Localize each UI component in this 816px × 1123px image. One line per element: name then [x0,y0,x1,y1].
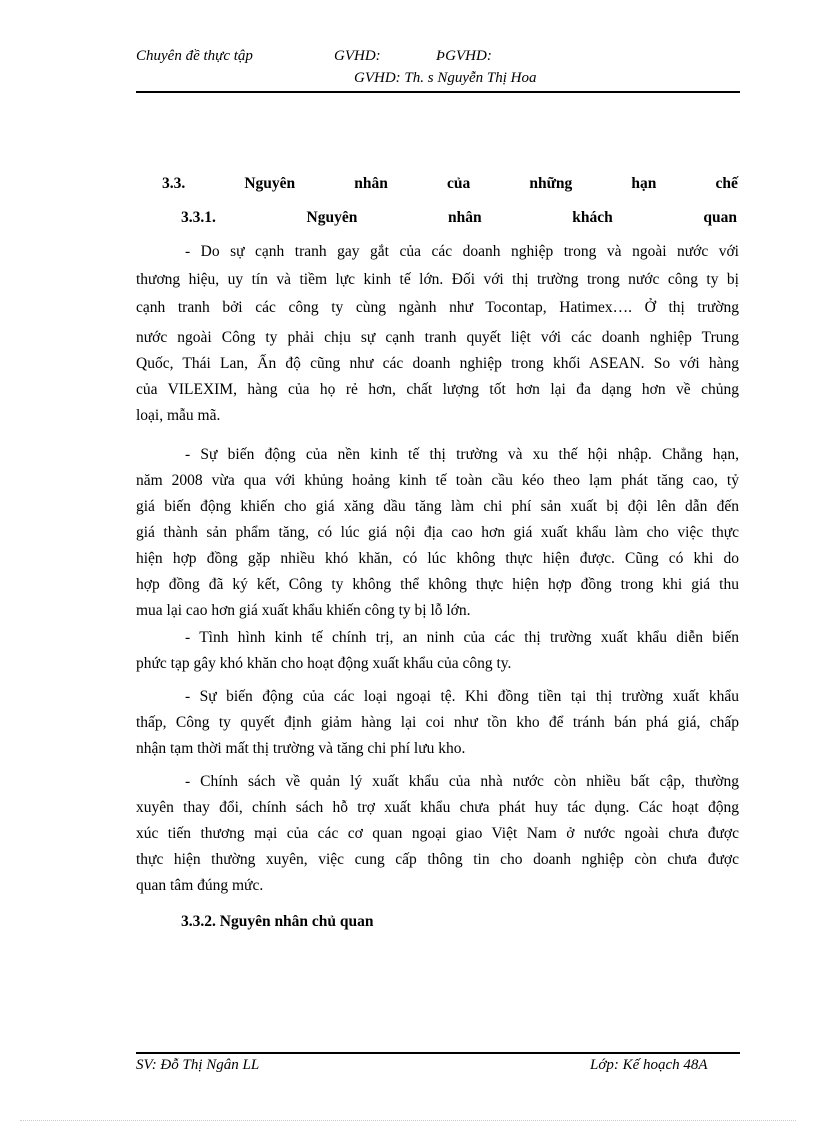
subsection-number: 3.3.1. [181,209,216,226]
paragraph-line: nước ngoài Công ty phải chịu sự cạnh tranh quyết liệt với các doanh nghiệp Trung [136,329,739,346]
section-title-word: nhân [354,175,388,192]
paragraph-line: giá thành sản phẩm tăng, có lúc giá nội địa cao hơn giá xuất khẩu làm cho việc thực [136,524,739,541]
subsection-heading [181,209,737,227]
paragraph-line: - Do sự cạnh tranh gay gắt của các doanh nghiệp trong và ngoài nước với [185,243,739,260]
header-doc-title: Chuyên đề thực tập [136,48,253,64]
paragraph-line: xuyên thay đổi, chính sách hỗ trợ xuất khẩu chưa phát huy tác dụng. Các hoạt động [136,799,739,816]
paragraph [136,446,739,628]
footer-class: Lớp: Kế hoạch 48A [590,1057,708,1073]
paragraph-line: nhận tạm thời mất thị trường và tăng chi phí lưu kho. [136,740,466,757]
paragraph-line: xúc tiến thương mại của các cơ quan ngoại giao Việt Nam ở nước ngoài chưa được [136,825,739,842]
section-title-word: Nguyên [244,175,296,192]
section-heading [162,175,738,193]
paragraph [136,688,739,766]
paragraph [136,773,739,903]
section-title-word: chế [715,175,738,192]
subsection-heading-2: 3.3.2. Nguyên nhân chủ quan [181,913,374,930]
paragraph-line: giá biến động khiến cho giá xăng dầu tăng làm chi phí sản xuất bị đội lên dẫn đến [136,498,739,515]
footer-student: SV: Đỗ Thị Ngân LL [136,1057,260,1073]
paragraph-line: hợp đồng đã ký kết, Công ty không thể không thực hiện hợp đồng trong khi giá thu [136,576,739,593]
paragraph-line: cạnh tranh bởi các công ty cùng ngành như Tocontap, Hatimex…. Ở thị trường [136,299,739,316]
section-title-word: của [447,175,471,192]
paragraph-line: thương hiệu, uy tín và tiềm lực kinh tế lớn. Đối với thị trường trong nước công ty bị [136,271,739,288]
paragraph-line: loại, mẫu mã. [136,407,221,424]
paragraph-line: mua lại cao hơn giá xuất khẩu khiến công ty bị lỗ lớn. [136,602,471,619]
section-title-word: những [529,175,573,192]
page-edge-dots [20,1120,796,1121]
paragraph-line: thấp, Công ty quyết định giảm hàng lại coi như tồn kho để tránh bán phá giá, chấp [136,714,739,731]
paragraph [136,243,739,433]
paragraph-line: - Chính sách về quản lý xuất khẩu của nhà nước còn nhiều bất cập, thường [185,773,739,790]
header-advisor-full: GVHD: Th. s Nguyễn Thị Hoa [354,70,537,86]
paragraph-line: - Sự biến động của nền kinh tế thị trường và xu thế hội nhập. Chẳng hạn, [185,446,739,463]
section-number: 3.3. [162,175,186,192]
paragraph-line: quan tâm đúng mức. [136,877,264,894]
paragraph [136,629,739,681]
paragraph-line: Quốc, Thái Lan, Ấn độ cũng như các doanh nghiệp trong khối ASEAN. So với hàng [136,355,739,372]
subsection-title-word: quan [703,209,737,226]
section-title-word: hạn [631,175,657,192]
paragraph-line: hiện hợp đồng gặp nhiều khó khăn, có lúc không thực hiện được. Cũng có khi do [136,550,739,567]
header-advisor-a: GVHD: [334,48,381,64]
footer-rule [136,1052,740,1054]
subsection-title-word: Nguyên [306,209,358,226]
paragraph-line: - Tình hình kinh tế chính trị, an ninh của các thị trường xuất khẩu diễn biến [185,629,739,646]
paragraph-line: phức tạp gây khó khăn cho hoạt động xuất khẩu của công ty. [136,655,512,672]
header-advisor-b: ÞGVHD: [436,48,492,64]
subsection-title-word: khách [572,209,613,226]
paragraph-line: - Sự biến động của các loại ngoại tệ. Khi đồng tiền tại thị trường xuất khẩu [185,688,739,705]
paragraph-line: của VILEXIM, hàng của họ rẻ hơn, chất lượng tốt hơn lại đa dạng hơn về chủng [136,381,739,398]
subsection-title-word: nhân [447,209,482,226]
paragraph-line: năm 2008 vừa qua với khủng hoảng kinh tế toàn cầu kéo theo lạm phát tăng cao, tỷ [136,472,739,489]
header-rule [136,91,740,93]
paragraph-line: thực hiện thường xuyên, việc cung cấp thông tin cho doanh nghiệp còn chưa được [136,851,739,868]
